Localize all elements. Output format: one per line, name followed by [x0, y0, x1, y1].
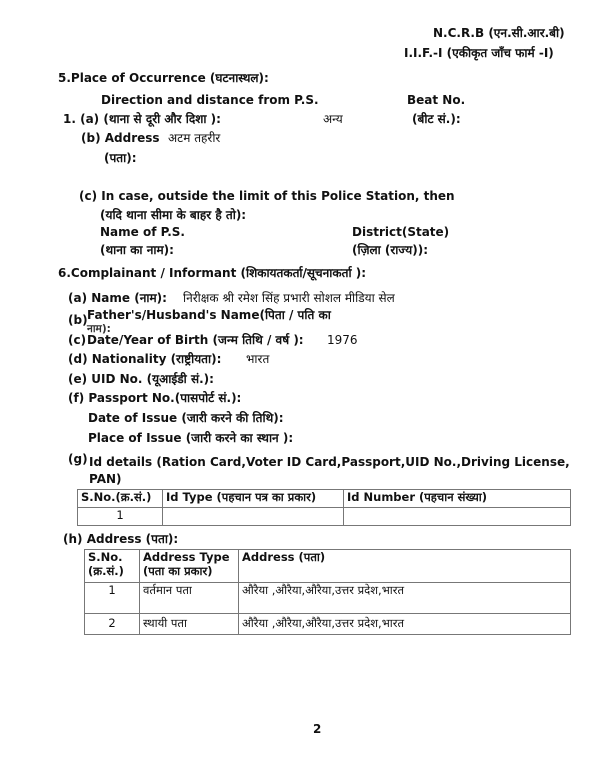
header-type-en: Address Type — [143, 550, 230, 564]
address-cell-address: औरैया ,औरैया,औरैया,उत्तर प्रदेश,भारत — [239, 614, 571, 635]
address-cell-type: वर्तमान पता — [140, 583, 239, 614]
item-6a-label: (a) Name (नाम): — [68, 291, 167, 305]
id-table-header-sno: S.No.(क्र.सं.) — [78, 490, 163, 508]
address-table-header-row — [85, 550, 571, 583]
address-cell-sno: 1 — [85, 583, 140, 614]
header-sno-en: S.No. — [88, 550, 123, 564]
item-6b-cont: नाम): — [87, 323, 111, 335]
header-line1: N.C.R.B (एन.सी.आर.बी) — [433, 26, 565, 40]
item-6e-label: (e) UID No. (यूआईडी सं.): — [68, 372, 214, 386]
item-6c-label: Date/Year of Birth (जन्म तिथि / वर्ष ): — [87, 333, 304, 347]
item-6d-label: (d) Nationality (राष्ट्रीयता): — [68, 352, 222, 366]
item-6d-value: भारत — [246, 352, 270, 366]
header-sno-hi: (क्र.सं.) — [88, 564, 124, 578]
item-b-value: अटम तहरीर — [168, 131, 221, 145]
page-number: 2 — [313, 722, 322, 736]
item-6g-marker: (g) — [68, 452, 88, 466]
header-line2: I.I.F.-I (एकीकृत जाँच फार्म -I) — [404, 46, 554, 60]
item-b-label: (b) Address — [81, 131, 160, 145]
item-c-label: (c) In case, outside the limit of this Police Station, then — [79, 189, 455, 203]
item-6f-issue-date: Date of Issue (जारी करने की तिथि): — [88, 411, 284, 425]
id-table-cell-type — [163, 508, 344, 526]
address-cell-address: औरैया ,औरैया,औरैया,उत्तर प्रदेश,भारत — [239, 583, 571, 614]
address-table — [84, 549, 571, 635]
address-cell-type: स्थायी पता — [140, 614, 239, 635]
id-table-cell-sno: 1 — [78, 508, 163, 526]
address-cell-sno: 2 — [85, 614, 140, 635]
id-table-header-type: Id Type (पहचान पत्र का प्रकार) — [163, 490, 344, 508]
item-b-hindi: (पता): — [104, 151, 137, 165]
direction-label: Direction and distance from P.S. — [101, 93, 319, 107]
item-6c-marker: (c) — [68, 333, 87, 347]
id-table-cell-number — [344, 508, 571, 526]
header-type-hi: (पता का प्रकार) — [143, 564, 213, 578]
address-table-header-type — [140, 550, 239, 583]
item-6f-issue-place: Place of Issue (जारी करने का स्थान ): — [88, 431, 294, 445]
table-row — [85, 583, 571, 614]
item-6f-label: (f) Passport No.(पासपोर्ट सं.): — [68, 391, 242, 405]
item-6g-label2: PAN) — [89, 472, 122, 486]
item-6c-value: 1976 — [327, 333, 358, 347]
address-table-header-sno — [85, 550, 140, 583]
ps-name-hindi: (थाना का नाम): — [100, 243, 174, 257]
district-label: District(State) — [352, 225, 450, 239]
address-table-header-address: Address (पता) — [239, 550, 571, 583]
item-1a-label: 1. (a) (थाना से दूरी और दिशा ): — [63, 112, 221, 126]
table-row — [78, 508, 571, 526]
beat-hindi: (बीट सं.): — [412, 112, 461, 126]
item-6b-marker: (b) — [68, 313, 88, 327]
id-details-table — [77, 489, 571, 526]
id-table-header-number: Id Number (पहचान संख्या) — [344, 490, 571, 508]
item-6a-value: निरीक्षक श्री रमेश सिंह प्रभारी सोशल मीडिया सेल — [183, 291, 395, 305]
section5-heading: 5.Place of Occurrence (घटनास्थल): — [58, 71, 269, 85]
item-6h-label: (h) Address (पता): — [63, 532, 179, 546]
table-row — [85, 614, 571, 635]
ps-name-label: Name of P.S. — [100, 225, 185, 239]
section6-heading: 6.Complainant / Informant (शिकायतकर्ता/सूचनाकर्ता ): — [58, 266, 367, 280]
item-c-hindi: (यदि थाना सीमा के बाहर है तो): — [100, 208, 247, 222]
item-1a-value: अन्य — [323, 112, 343, 126]
item-6g-label: Id details (Ration Card,Voter ID Card,Passport,UID No.,Driving License, — [89, 455, 570, 469]
beat-label: Beat No. — [407, 93, 466, 107]
id-table-header-row — [78, 490, 571, 508]
item-6b-label: Father's/Husband's Name(पिता / पति का — [87, 308, 331, 322]
district-hindi: (ज़िला (राज्य)): — [352, 243, 429, 257]
